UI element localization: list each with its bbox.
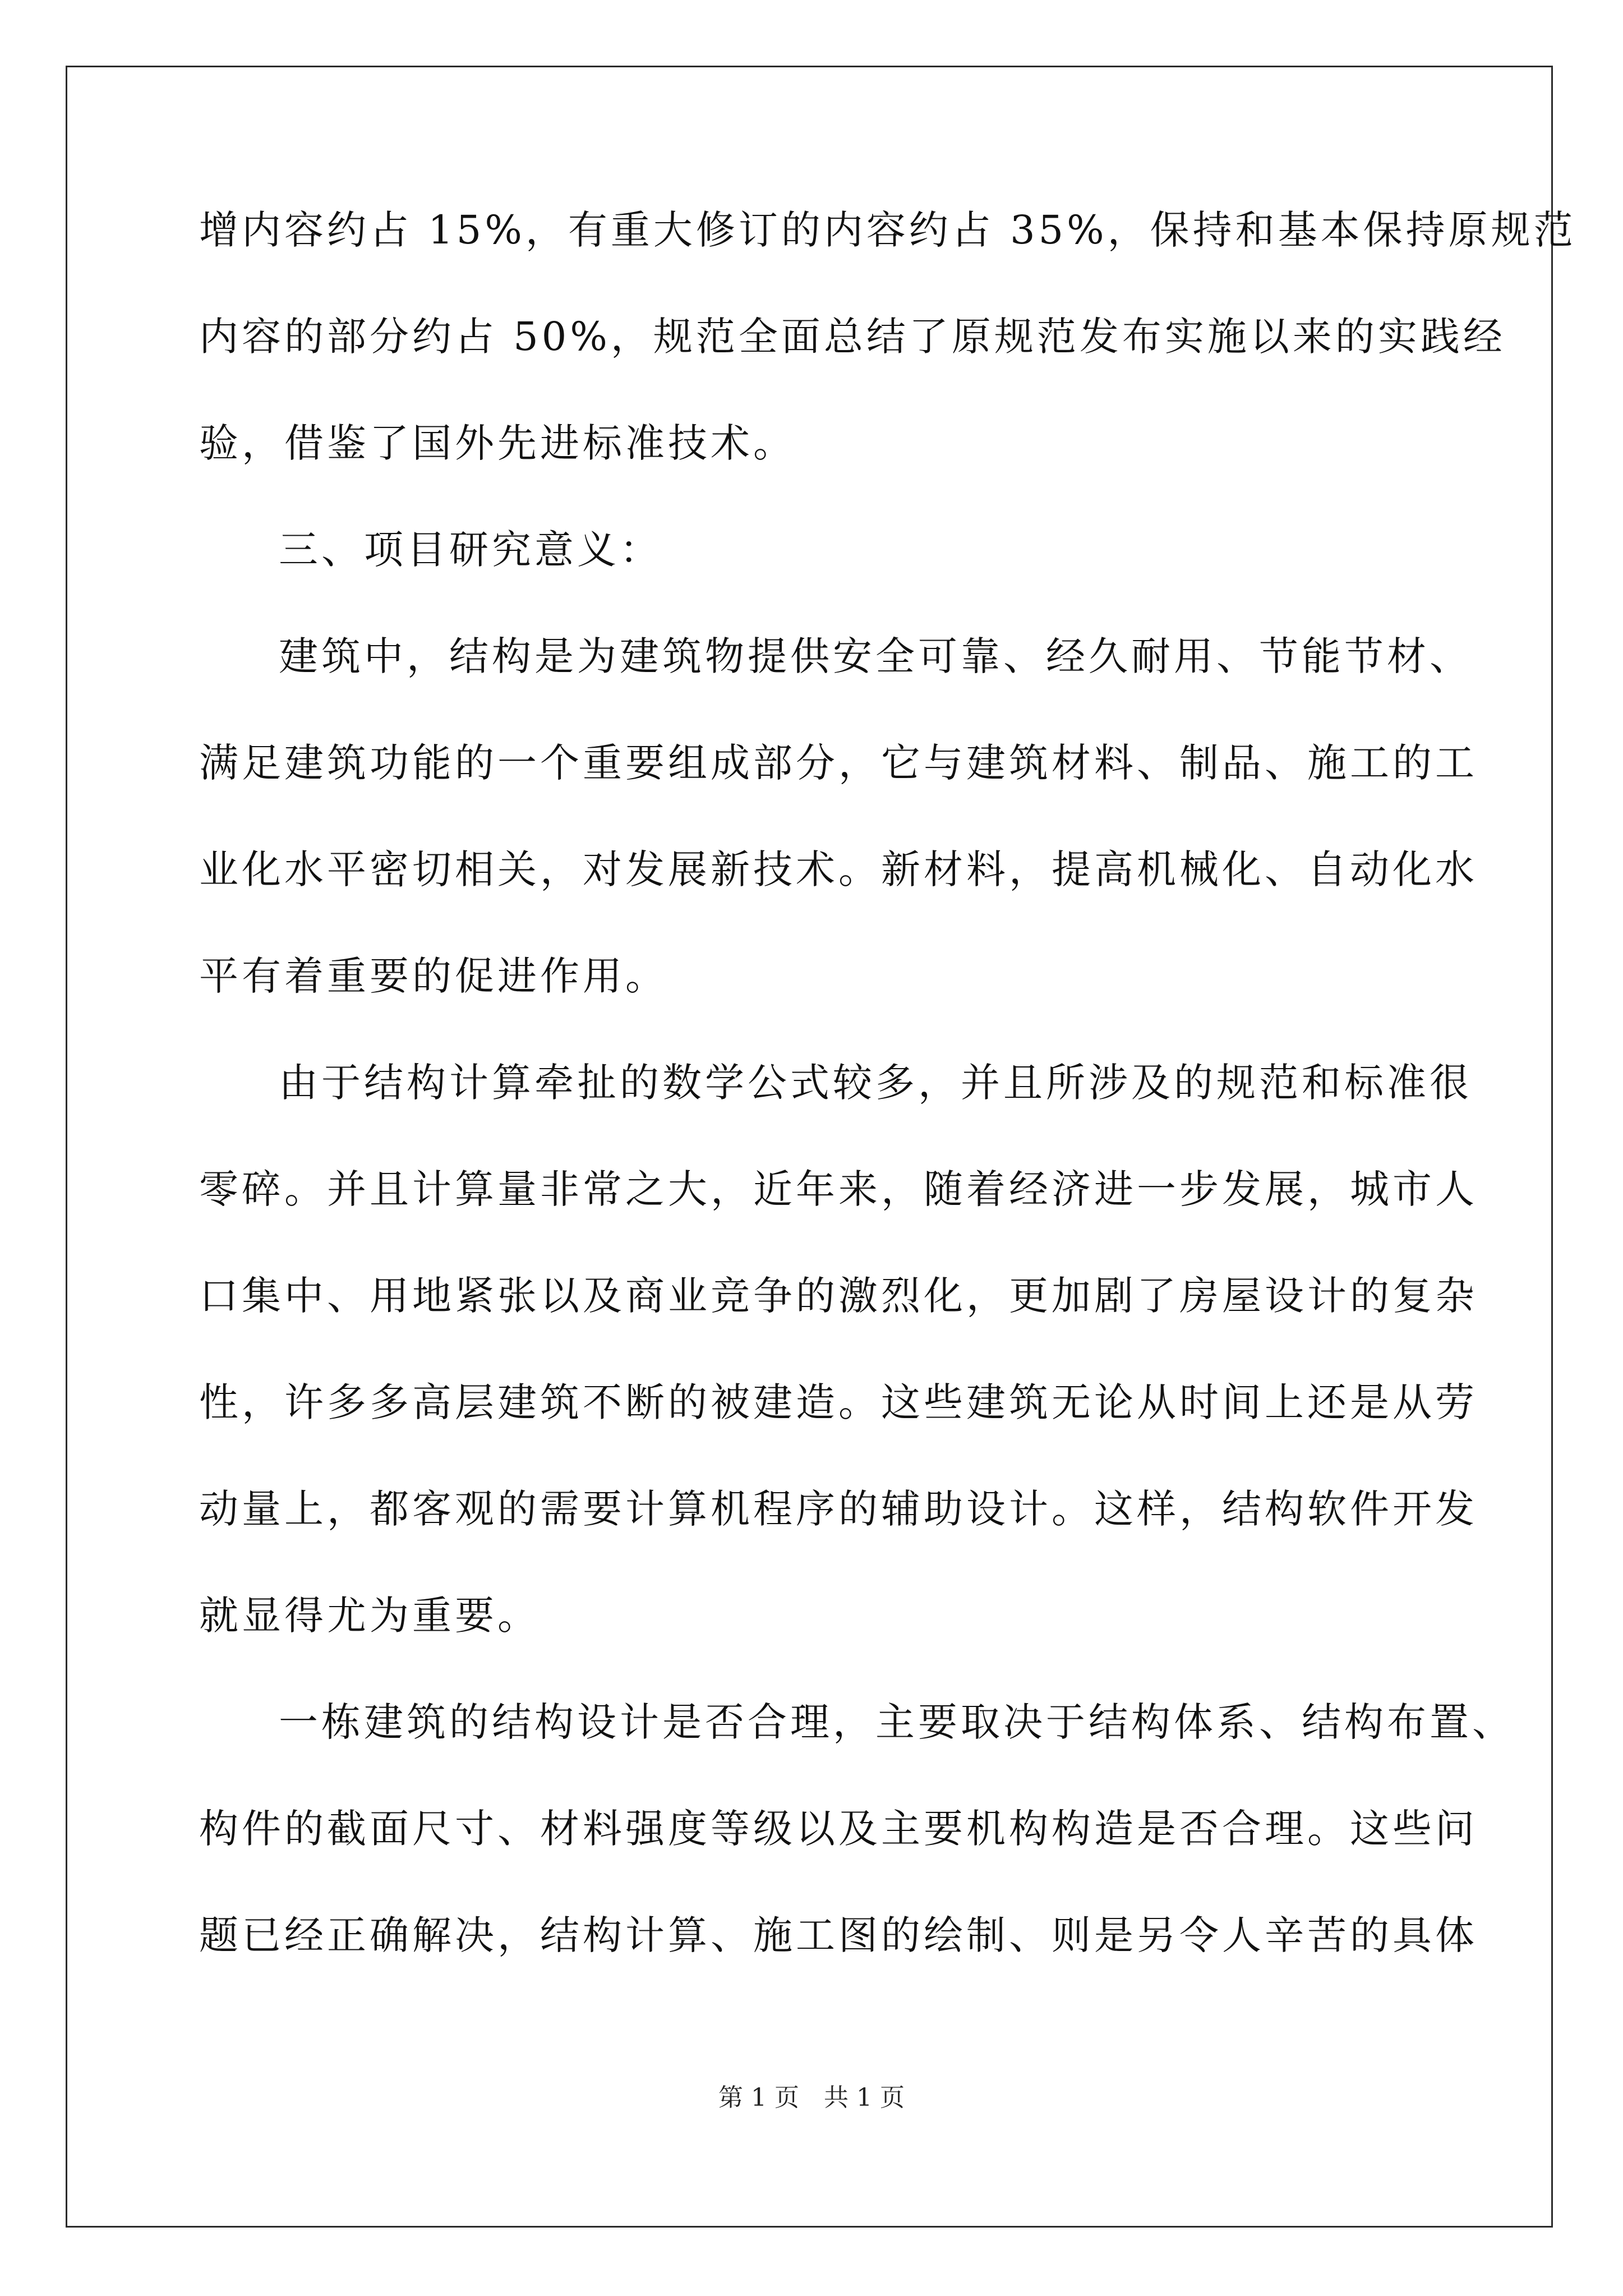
paragraph-line: 口集中、用地紧张以及商业竞争的激烈化，更加剧了房屋设计的复杂 — [199, 1273, 1478, 1319]
paragraph-line: 零碎。并且计算量非常之大，近年来，随着经济进一步发展，城市人 — [199, 1166, 1478, 1212]
paragraph-line: 一栋建筑的结构设计是否合理，主要取决于结构体系、结构布置、 — [279, 1699, 1515, 1745]
page-border — [66, 66, 1576, 2228]
paragraph-line: 建筑中，结构是为建筑物提供安全可靠、经久耐用、节能节材、 — [279, 633, 1472, 679]
paragraph-line: 平有着重要的促进作用。 — [199, 953, 668, 999]
section-heading: 三、项目研究意义： — [279, 527, 662, 573]
paragraph-line: 业化水平密切相关，对发展新技术。新材料，提高机械化、自动化水 — [199, 846, 1478, 892]
page-number-footer: 第 1 页 共 1 页 — [718, 2083, 905, 2112]
paragraph-line: 性，许多多高层建筑不断的被建造。这些建筑无论从时间上还是从劳 — [199, 1379, 1478, 1425]
paragraph-line: 动量上，都客观的需要计算机程序的辅助设计。这样，结构软件开发 — [199, 1486, 1478, 1532]
paragraph-line: 增内容约占 15%，有重大修订的内容约占 35%，保持和基本保持原规范 — [199, 207, 1576, 253]
paragraph-line: 就显得尤为重要。 — [199, 1593, 540, 1639]
paragraph-line: 内容的部分约占 50%，规范全面总结了原规范发布实施以来的实践经 — [199, 314, 1506, 360]
paragraph-line: 由于结构计算牵扯的数学公式较多，并且所涉及的规范和标准很 — [279, 1060, 1472, 1106]
paragraph-line: 满足建筑功能的一个重要组成部分，它与建筑材料、制品、施工的工 — [199, 740, 1478, 786]
paragraph-line: 题已经正确解决，结构计算、施工图的绘制、则是另令人辛苦的具体 — [199, 1912, 1478, 1958]
paragraph-line: 构件的截面尺寸、材料强度等级以及主要机构构造是否合理。这些问 — [199, 1806, 1478, 1852]
paragraph-line: 验，借鉴了国外先进标准技术。 — [199, 420, 796, 466]
